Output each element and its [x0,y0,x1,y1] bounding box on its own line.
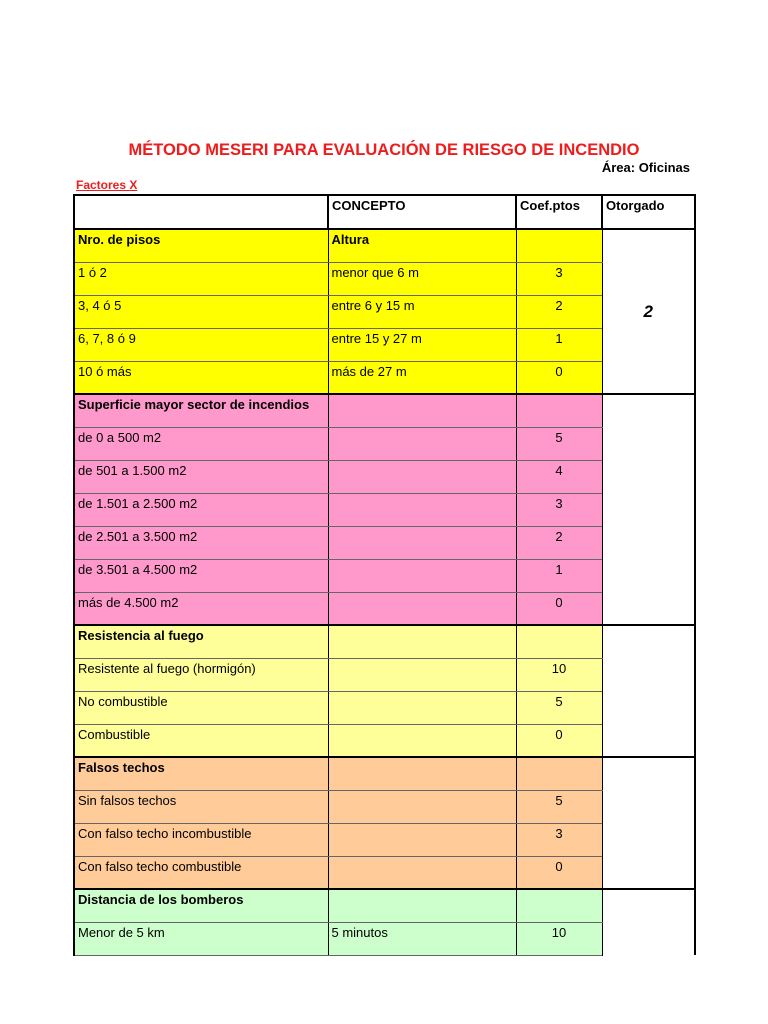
meseri-table [73,194,696,956]
row-factor: 3, 4 ó 5 [74,295,328,328]
table-row [74,592,695,625]
table-row [74,295,695,328]
table-row [74,328,695,361]
group-coef-cell [516,229,602,262]
table-row [74,724,695,757]
row-concepto [328,856,516,889]
table-row [74,460,695,493]
row-factor: de 2.501 a 3.500 m2 [74,526,328,559]
row-coef: 0 [516,592,602,625]
row-concepto: 5 minutos [328,922,516,955]
row-coef: 1 [516,328,602,361]
row-coef: 3 [516,262,602,295]
group-header-row [74,889,695,922]
row-concepto [328,559,516,592]
row-coef: 4 [516,460,602,493]
group-factor-title: Falsos techos [74,757,328,790]
row-factor: más de 4.500 m2 [74,592,328,625]
group-concepto-title [328,394,516,427]
group-concepto-title: Altura [328,229,516,262]
row-factor: No combustible [74,691,328,724]
row-factor: Con falso techo combustible [74,856,328,889]
otorgado-value [602,394,695,625]
row-concepto: entre 15 y 27 m [328,328,516,361]
group-header-row [74,394,695,427]
row-coef: 3 [516,493,602,526]
row-factor: de 3.501 a 4.500 m2 [74,559,328,592]
table-row [74,856,695,889]
page-title: MÉTODO MESERI PARA EVALUACIÓN DE RIESGO DE INCENDIO [128,141,640,159]
row-concepto: menor que 6 m [328,262,516,295]
header-factor-cell [74,195,328,229]
row-coef: 0 [516,856,602,889]
row-concepto [328,427,516,460]
group-header-row [74,625,695,658]
row-concepto: entre 6 y 15 m [328,295,516,328]
table-row [74,790,695,823]
row-coef: 1 [516,559,602,592]
otorgado-value [602,625,695,757]
row-factor: de 0 a 500 m2 [74,427,328,460]
table-row [74,559,695,592]
row-factor: Resistente al fuego (hormigón) [74,658,328,691]
group-coef-cell [516,625,602,658]
row-factor: de 1.501 a 2.500 m2 [74,493,328,526]
table-row [74,361,695,394]
row-coef: 5 [516,691,602,724]
row-coef: 0 [516,724,602,757]
row-coef: 2 [516,526,602,559]
row-factor: de 501 a 1.500 m2 [74,460,328,493]
area-label: Área: Oficinas [601,160,690,175]
row-factor: Sin falsos techos [74,790,328,823]
header-concepto: CONCEPTO [328,195,516,229]
row-concepto [328,790,516,823]
row-coef: 5 [516,790,602,823]
row-coef: 10 [516,658,602,691]
group-header-row [74,757,695,790]
group-factor-title: Nro. de pisos [74,229,328,262]
row-factor: Menor de 5 km [74,922,328,955]
row-concepto [328,823,516,856]
table-row [74,526,695,559]
otorgado-value: 2 [602,229,695,394]
row-factor: Combustible [74,724,328,757]
row-coef: 2 [516,295,602,328]
row-coef: 10 [516,922,602,955]
table-row [74,658,695,691]
group-factor-title: Distancia de los bomberos [74,889,328,922]
row-factor: 6, 7, 8 ó 9 [74,328,328,361]
row-concepto: más de 27 m [328,361,516,394]
row-concepto [328,658,516,691]
table-row [74,922,695,955]
group-concepto-title [328,757,516,790]
row-concepto [328,493,516,526]
group-coef-cell [516,757,602,790]
table-header-row [74,195,695,229]
row-factor: 10 ó más [74,361,328,394]
row-coef: 5 [516,427,602,460]
otorgado-value [602,889,695,955]
row-coef: 3 [516,823,602,856]
group-factor-title: Superficie mayor sector de incendios [74,394,328,427]
row-factor: Con falso techo incombustible [74,823,328,856]
header-otorgado: Otorgado [602,195,695,229]
group-header-row [74,229,695,262]
header-coef: Coef.ptos [516,195,602,229]
otorgado-value [602,757,695,889]
group-concepto-title [328,889,516,922]
table-row [74,823,695,856]
row-concepto [328,460,516,493]
group-concepto-title [328,625,516,658]
row-concepto [328,526,516,559]
group-factor-title: Resistencia al fuego [74,625,328,658]
row-coef: 0 [516,361,602,394]
group-coef-cell [516,394,602,427]
table-row [74,427,695,460]
row-concepto [328,592,516,625]
row-concepto [328,691,516,724]
table-row [74,691,695,724]
table-row [74,493,695,526]
row-concepto [328,724,516,757]
factores-label: Factores X [76,178,138,192]
row-factor: 1 ó 2 [74,262,328,295]
group-coef-cell [516,889,602,922]
table-row [74,262,695,295]
